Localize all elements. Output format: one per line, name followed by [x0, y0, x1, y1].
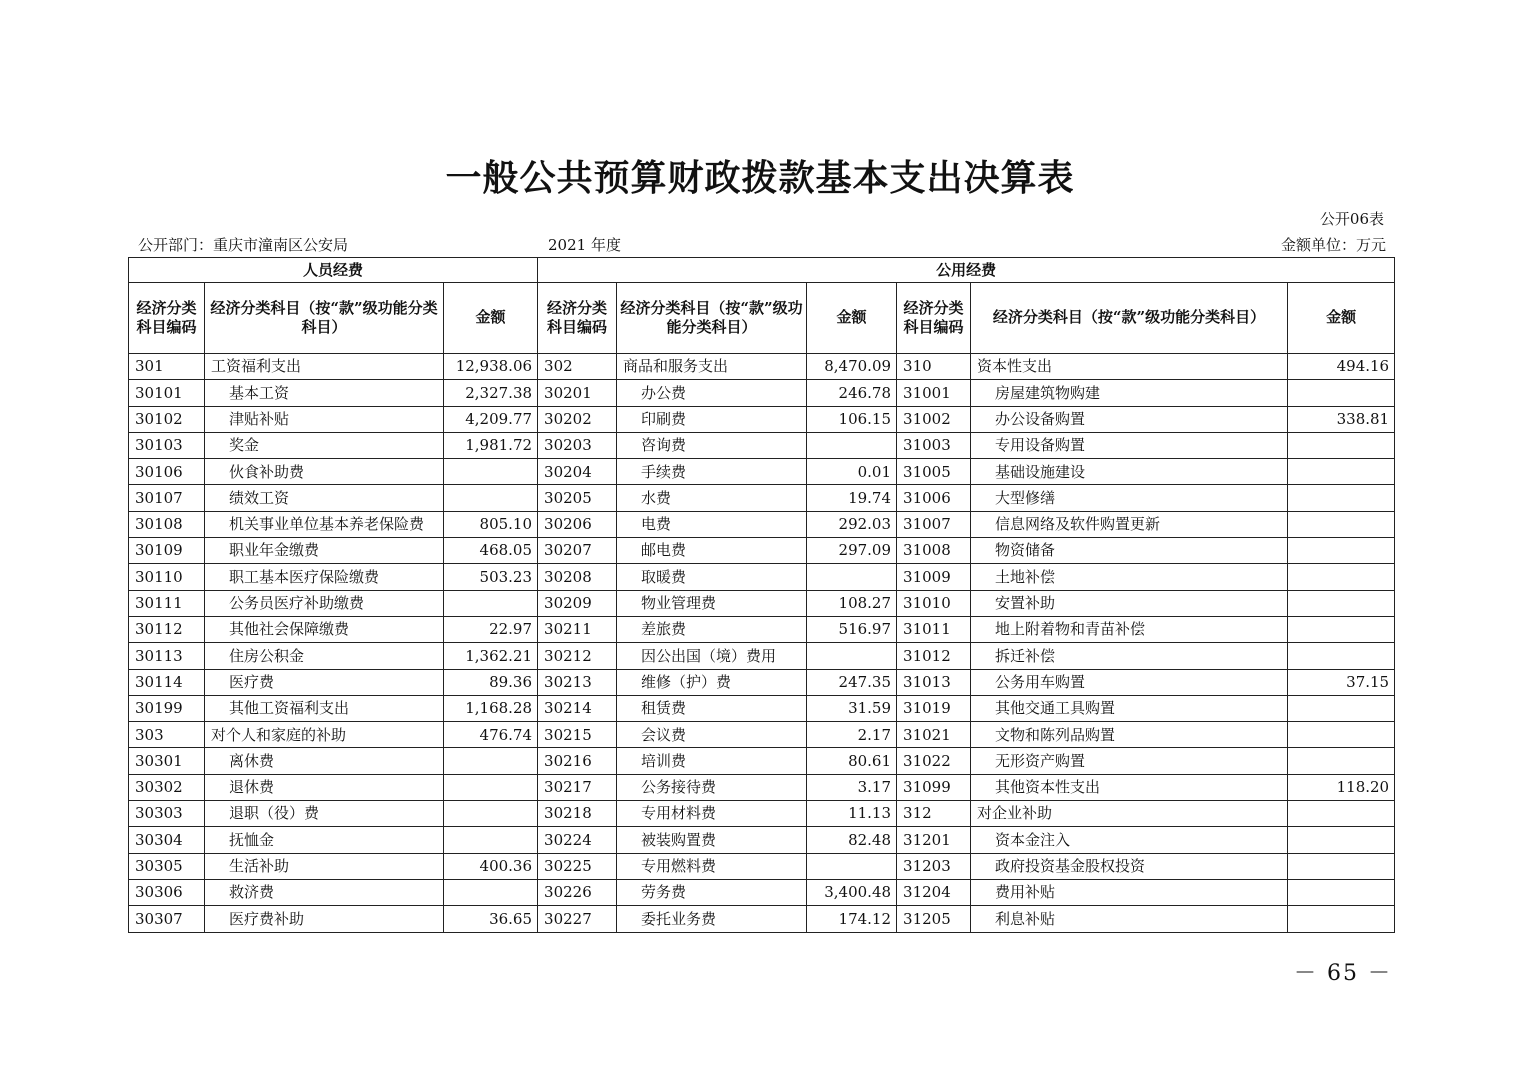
name-cell: 其他资本性支出 [971, 774, 1288, 800]
table-row [129, 432, 1395, 458]
name-cell: 工资福利支出 [205, 354, 444, 380]
code-cell: 30214 [538, 695, 617, 721]
page-title: 一般公共预算财政拨款基本支出决算表 [445, 157, 1075, 199]
name-cell: 政府投资基金股权投资 [971, 853, 1288, 879]
name-cell: 专用材料费 [617, 801, 807, 827]
name-cell: 商品和服务支出 [617, 354, 807, 380]
code-cell: 30303 [129, 801, 205, 827]
amount-cell: 297.09 [807, 538, 897, 564]
name-cell: 因公出国（境）费用 [617, 643, 807, 669]
code-cell: 30227 [538, 906, 617, 932]
name-cell: 取暖费 [617, 564, 807, 590]
code-cell: 30102 [129, 406, 205, 432]
table-row [129, 774, 1395, 800]
table-row [129, 853, 1395, 879]
code-cell: 31001 [897, 380, 971, 406]
name-cell: 信息网络及软件购置更新 [971, 511, 1288, 537]
amount-cell [444, 774, 538, 800]
name-cell: 基础设施建设 [971, 459, 1288, 485]
code-cell: 30217 [538, 774, 617, 800]
code-cell: 30305 [129, 853, 205, 879]
name-cell: 医疗费 [205, 669, 444, 695]
name-cell: 邮电费 [617, 538, 807, 564]
name-cell: 伙食补助费 [205, 459, 444, 485]
amount-cell: 37.15 [1288, 669, 1395, 695]
amount-cell [444, 748, 538, 774]
amount-cell: 2.17 [807, 722, 897, 748]
name-cell: 维修（护）费 [617, 669, 807, 695]
name-cell: 公务接待费 [617, 774, 807, 800]
code-cell: 30114 [129, 669, 205, 695]
code-cell: 31002 [897, 406, 971, 432]
amount-cell: 11.13 [807, 801, 897, 827]
table-row [129, 485, 1395, 511]
amount-cell [1288, 432, 1395, 458]
table-row [129, 801, 1395, 827]
code-cell: 30207 [538, 538, 617, 564]
code-cell: 30224 [538, 827, 617, 853]
name-cell: 咨询费 [617, 432, 807, 458]
name-cell: 住房公积金 [205, 643, 444, 669]
header-name: 经济分类科目（按“款”级功能分类科目） [205, 283, 444, 354]
code-cell: 31003 [897, 432, 971, 458]
table-row [129, 590, 1395, 616]
amount-cell [1288, 590, 1395, 616]
code-cell: 303 [129, 722, 205, 748]
code-cell: 30199 [129, 695, 205, 721]
code-cell: 30201 [538, 380, 617, 406]
name-cell: 被装购置费 [617, 827, 807, 853]
code-cell: 30226 [538, 879, 617, 905]
amount-cell [1288, 827, 1395, 853]
name-cell: 退休费 [205, 774, 444, 800]
amount-cell [1288, 906, 1395, 932]
code-cell: 30209 [538, 590, 617, 616]
name-cell: 公务员医疗补助缴费 [205, 590, 444, 616]
amount-cell: 476.74 [444, 722, 538, 748]
amount-cell: 174.12 [807, 906, 897, 932]
name-cell: 对企业补助 [971, 801, 1288, 827]
name-cell: 资本性支出 [971, 354, 1288, 380]
amount-cell [1288, 695, 1395, 721]
name-cell: 费用补贴 [971, 879, 1288, 905]
page-number: － 65 － [1294, 961, 1392, 986]
header-code: 经济分类科目编码 [129, 283, 205, 354]
code-cell: 31203 [897, 853, 971, 879]
name-cell: 其他工资福利支出 [205, 695, 444, 721]
name-cell: 生活补助 [205, 853, 444, 879]
table-row [129, 827, 1395, 853]
amount-cell [1288, 853, 1395, 879]
name-cell: 委托业务费 [617, 906, 807, 932]
code-cell: 30212 [538, 643, 617, 669]
code-cell: 30304 [129, 827, 205, 853]
table-row [129, 616, 1395, 642]
table-row [129, 695, 1395, 721]
amount-cell [807, 564, 897, 590]
code-cell: 30215 [538, 722, 617, 748]
amount-cell: 3.17 [807, 774, 897, 800]
code-cell: 301 [129, 354, 205, 380]
amount-cell [444, 459, 538, 485]
code-cell: 31009 [897, 564, 971, 590]
code-cell: 30307 [129, 906, 205, 932]
code-cell: 31013 [897, 669, 971, 695]
code-cell: 31019 [897, 695, 971, 721]
name-cell: 物业管理费 [617, 590, 807, 616]
code-cell: 31021 [897, 722, 971, 748]
unit-label: 金额单位：万元 [1280, 236, 1386, 254]
code-cell: 31022 [897, 748, 971, 774]
header-code: 经济分类科目编码 [538, 283, 617, 354]
name-cell: 印刷费 [617, 406, 807, 432]
header-amount: 金额 [1288, 283, 1395, 354]
amount-cell [1288, 616, 1395, 642]
code-cell: 30204 [538, 459, 617, 485]
amount-cell: 1,362.21 [444, 643, 538, 669]
table-row [129, 354, 1395, 380]
name-cell: 专用设备购置 [971, 432, 1288, 458]
code-cell: 31011 [897, 616, 971, 642]
table-row [129, 538, 1395, 564]
name-cell: 拆迁补偿 [971, 643, 1288, 669]
amount-cell: 89.36 [444, 669, 538, 695]
table-body [129, 354, 1395, 933]
amount-cell [807, 643, 897, 669]
code-cell: 30103 [129, 432, 205, 458]
table-row [129, 643, 1395, 669]
name-cell: 办公费 [617, 380, 807, 406]
table-row [129, 879, 1395, 905]
name-cell: 安置补助 [971, 590, 1288, 616]
code-cell: 31008 [897, 538, 971, 564]
name-cell: 房屋建筑物购建 [971, 380, 1288, 406]
name-cell: 其他社会保障缴费 [205, 616, 444, 642]
name-cell: 退职（役）费 [205, 801, 444, 827]
amount-cell: 31.59 [807, 695, 897, 721]
amount-cell: 82.48 [807, 827, 897, 853]
table-row [129, 906, 1395, 932]
table-row [129, 511, 1395, 537]
code-cell: 30110 [129, 564, 205, 590]
amount-cell [1288, 564, 1395, 590]
amount-cell: 503.23 [444, 564, 538, 590]
amount-cell [807, 853, 897, 879]
amount-cell: 106.15 [807, 406, 897, 432]
group-public: 公用经费 [538, 258, 1395, 283]
table-row [129, 380, 1395, 406]
code-cell: 30216 [538, 748, 617, 774]
name-cell: 租赁费 [617, 695, 807, 721]
amount-cell: 1,168.28 [444, 695, 538, 721]
header-code: 经济分类科目编码 [897, 283, 971, 354]
amount-cell: 19.74 [807, 485, 897, 511]
name-cell: 手续费 [617, 459, 807, 485]
amount-cell: 1,981.72 [444, 432, 538, 458]
amount-cell [807, 432, 897, 458]
code-cell: 30106 [129, 459, 205, 485]
amount-cell: 468.05 [444, 538, 538, 564]
amount-cell [1288, 459, 1395, 485]
code-cell: 30306 [129, 879, 205, 905]
amount-cell [1288, 748, 1395, 774]
amount-cell [1288, 879, 1395, 905]
name-cell: 水费 [617, 485, 807, 511]
name-cell: 利息补贴 [971, 906, 1288, 932]
amount-cell: 292.03 [807, 511, 897, 537]
amount-cell: 8,470.09 [807, 354, 897, 380]
amount-cell [1288, 511, 1395, 537]
code-cell: 31005 [897, 459, 971, 485]
code-cell: 31010 [897, 590, 971, 616]
name-cell: 物资储备 [971, 538, 1288, 564]
table-row [129, 722, 1395, 748]
amount-cell [1288, 538, 1395, 564]
amount-cell: 400.36 [444, 853, 538, 879]
amount-cell: 0.01 [807, 459, 897, 485]
name-cell: 会议费 [617, 722, 807, 748]
name-cell: 差旅费 [617, 616, 807, 642]
code-cell: 31099 [897, 774, 971, 800]
name-cell: 救济费 [205, 879, 444, 905]
amount-cell: 494.16 [1288, 354, 1395, 380]
code-cell: 302 [538, 354, 617, 380]
code-cell: 30107 [129, 485, 205, 511]
group-personnel: 人员经费 [129, 258, 538, 283]
code-cell: 30206 [538, 511, 617, 537]
amount-cell: 338.81 [1288, 406, 1395, 432]
name-cell: 奖金 [205, 432, 444, 458]
amount-cell: 805.10 [444, 511, 538, 537]
amount-cell [444, 485, 538, 511]
amount-cell: 4,209.77 [444, 406, 538, 432]
amount-cell: 516.97 [807, 616, 897, 642]
code-cell: 31012 [897, 643, 971, 669]
amount-cell: 118.20 [1288, 774, 1395, 800]
amount-cell [444, 827, 538, 853]
name-cell: 对个人和家庭的补助 [205, 722, 444, 748]
code-cell: 30301 [129, 748, 205, 774]
amount-cell [1288, 643, 1395, 669]
table-row [129, 459, 1395, 485]
name-cell: 电费 [617, 511, 807, 537]
name-cell: 职工基本医疗保险缴费 [205, 564, 444, 590]
code-cell: 31007 [897, 511, 971, 537]
amount-cell [444, 801, 538, 827]
amount-cell [1288, 380, 1395, 406]
table-row [129, 748, 1395, 774]
code-cell: 31205 [897, 906, 971, 932]
code-cell: 30205 [538, 485, 617, 511]
amount-cell: 12,938.06 [444, 354, 538, 380]
amount-cell [1288, 801, 1395, 827]
name-cell: 其他交通工具购置 [971, 695, 1288, 721]
code-cell: 30101 [129, 380, 205, 406]
code-cell: 312 [897, 801, 971, 827]
code-cell: 30203 [538, 432, 617, 458]
code-cell: 30208 [538, 564, 617, 590]
amount-cell: 246.78 [807, 380, 897, 406]
department-label: 公开部门：重庆市潼南区公安局 [138, 236, 349, 254]
table-row [129, 669, 1395, 695]
name-cell: 劳务费 [617, 879, 807, 905]
code-cell: 30112 [129, 616, 205, 642]
amount-cell: 80.61 [807, 748, 897, 774]
code-cell: 30113 [129, 643, 205, 669]
code-cell: 30211 [538, 616, 617, 642]
name-cell: 土地补偿 [971, 564, 1288, 590]
header-amount: 金额 [807, 283, 897, 354]
amount-cell [1288, 722, 1395, 748]
name-cell: 医疗费补助 [205, 906, 444, 932]
amount-cell: 2,327.38 [444, 380, 538, 406]
year-label: 2021 年度 [548, 236, 621, 254]
code-cell: 31201 [897, 827, 971, 853]
amount-cell: 247.35 [807, 669, 897, 695]
amount-cell: 3,400.48 [807, 879, 897, 905]
name-cell: 大型修缮 [971, 485, 1288, 511]
code-cell: 30213 [538, 669, 617, 695]
code-cell: 30109 [129, 538, 205, 564]
name-cell: 资本金注入 [971, 827, 1288, 853]
amount-cell: 22.97 [444, 616, 538, 642]
amount-cell: 36.65 [444, 906, 538, 932]
meta-row [138, 234, 1386, 254]
header-name: 经济分类科目（按“款”级功能分类科目） [971, 283, 1288, 354]
table-row [129, 564, 1395, 590]
amount-cell [444, 590, 538, 616]
code-cell: 31204 [897, 879, 971, 905]
table-number: 公开06表 [1319, 210, 1384, 228]
name-cell: 职业年金缴费 [205, 538, 444, 564]
name-cell: 办公设备购置 [971, 406, 1288, 432]
name-cell: 地上附着物和青苗补偿 [971, 616, 1288, 642]
expenditure-table [128, 257, 1395, 933]
name-cell: 专用燃料费 [617, 853, 807, 879]
name-cell: 公务用车购置 [971, 669, 1288, 695]
amount-cell [444, 879, 538, 905]
name-cell: 津贴补贴 [205, 406, 444, 432]
code-cell: 30225 [538, 853, 617, 879]
table-row [129, 406, 1395, 432]
code-cell: 30111 [129, 590, 205, 616]
amount-cell: 108.27 [807, 590, 897, 616]
code-cell: 31006 [897, 485, 971, 511]
name-cell: 基本工资 [205, 380, 444, 406]
name-cell: 文物和陈列品购置 [971, 722, 1288, 748]
code-cell: 30202 [538, 406, 617, 432]
code-cell: 310 [897, 354, 971, 380]
header-name: 经济分类科目（按“款”级功能分类科目） [617, 283, 807, 354]
header-amount: 金额 [444, 283, 538, 354]
code-cell: 30218 [538, 801, 617, 827]
amount-cell [1288, 485, 1395, 511]
name-cell: 无形资产购置 [971, 748, 1288, 774]
code-cell: 30302 [129, 774, 205, 800]
name-cell: 机关事业单位基本养老保险费 [205, 511, 444, 537]
name-cell: 抚恤金 [205, 827, 444, 853]
code-cell: 30108 [129, 511, 205, 537]
name-cell: 培训费 [617, 748, 807, 774]
name-cell: 离休费 [205, 748, 444, 774]
name-cell: 绩效工资 [205, 485, 444, 511]
